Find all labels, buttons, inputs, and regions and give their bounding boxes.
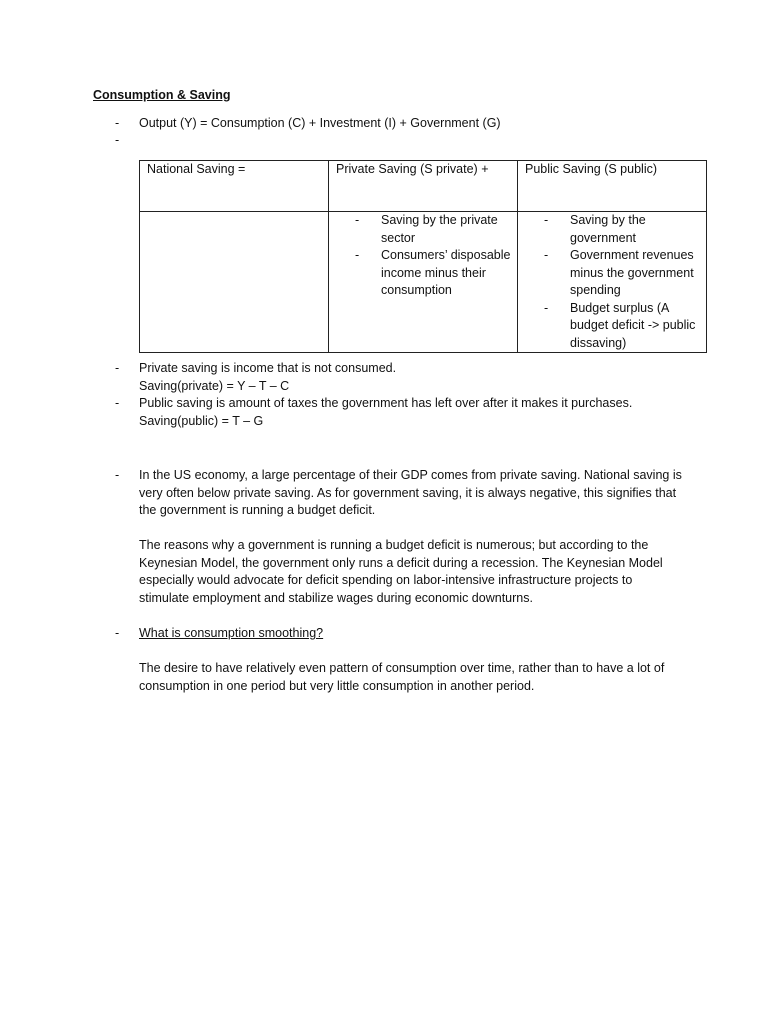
private-saving-definition: Private saving is income that is not consumed. [139,361,397,375]
private-saving-list [329,212,517,300]
list-item: - Saving by the private sector [355,212,517,247]
us-economy-paragraph: In the US economy, a large percentage of their GDP comes from private saving. National saving is very often below private saving. As for government saving, it is always negative, this signifies that the government is running a budget deficit. [139,468,682,517]
output-equation-text: Output (Y) = Consumption (C) + Investment (I) + Government (G) [139,116,501,130]
saving-table [139,160,707,353]
consumption-smoothing-question: What is consumption smoothing? [139,626,324,640]
bullet-dash: - [115,133,120,147]
bullet-dash: - [115,626,120,640]
list-item: - Consumers’ disposable income minus their consumption [355,247,517,300]
public-saving-definition: Public saving is amount of taxes the government has left over after it makes it purchases. [139,396,633,410]
bullet-dash: - [115,361,120,375]
document-title: Consumption & Saving [93,88,231,102]
list-item: - Saving by the government [544,212,706,247]
header-public-saving: Public Saving (S public) [518,161,707,212]
table-header-row [140,161,707,212]
table-body-row [140,212,707,353]
bullet-dash: - [115,116,120,130]
private-saving-text [139,360,699,395]
cell-national-saving [140,212,329,353]
keynesian-paragraph: The reasons why a government is running a budget deficit is numerous; but according to the Keynesian Model, the government only runs a deficit during a recession. The Keynesian Model especially would advocate for deficit spending on labor-intensive infrastructure projects to stimulate employment and stabilize wages during economic downturns. [139,538,663,605]
bullet-dash: - [115,468,120,482]
list-item: - Government revenues minus the government spending [544,247,706,300]
bullet-dash: - [115,396,120,410]
header-national-saving: National Saving = [140,161,329,212]
list-item: - Budget surplus (A budget deficit -> public dissaving) [544,300,706,353]
cell-public-saving [518,212,707,353]
header-private-saving: Private Saving (S private) + [329,161,518,212]
consumption-smoothing-answer: The desire to have relatively even pattern of consumption over time, rather than to have a lot of consumption in one period but very little consumption in another period. [139,661,665,693]
public-saving-list [518,212,706,352]
private-saving-formula: Saving(private) = Y – T – C [139,378,290,393]
public-saving-formula: Saving(public) = T – G [139,413,264,428]
cell-private-saving [329,212,518,353]
public-saving-text [139,395,699,430]
